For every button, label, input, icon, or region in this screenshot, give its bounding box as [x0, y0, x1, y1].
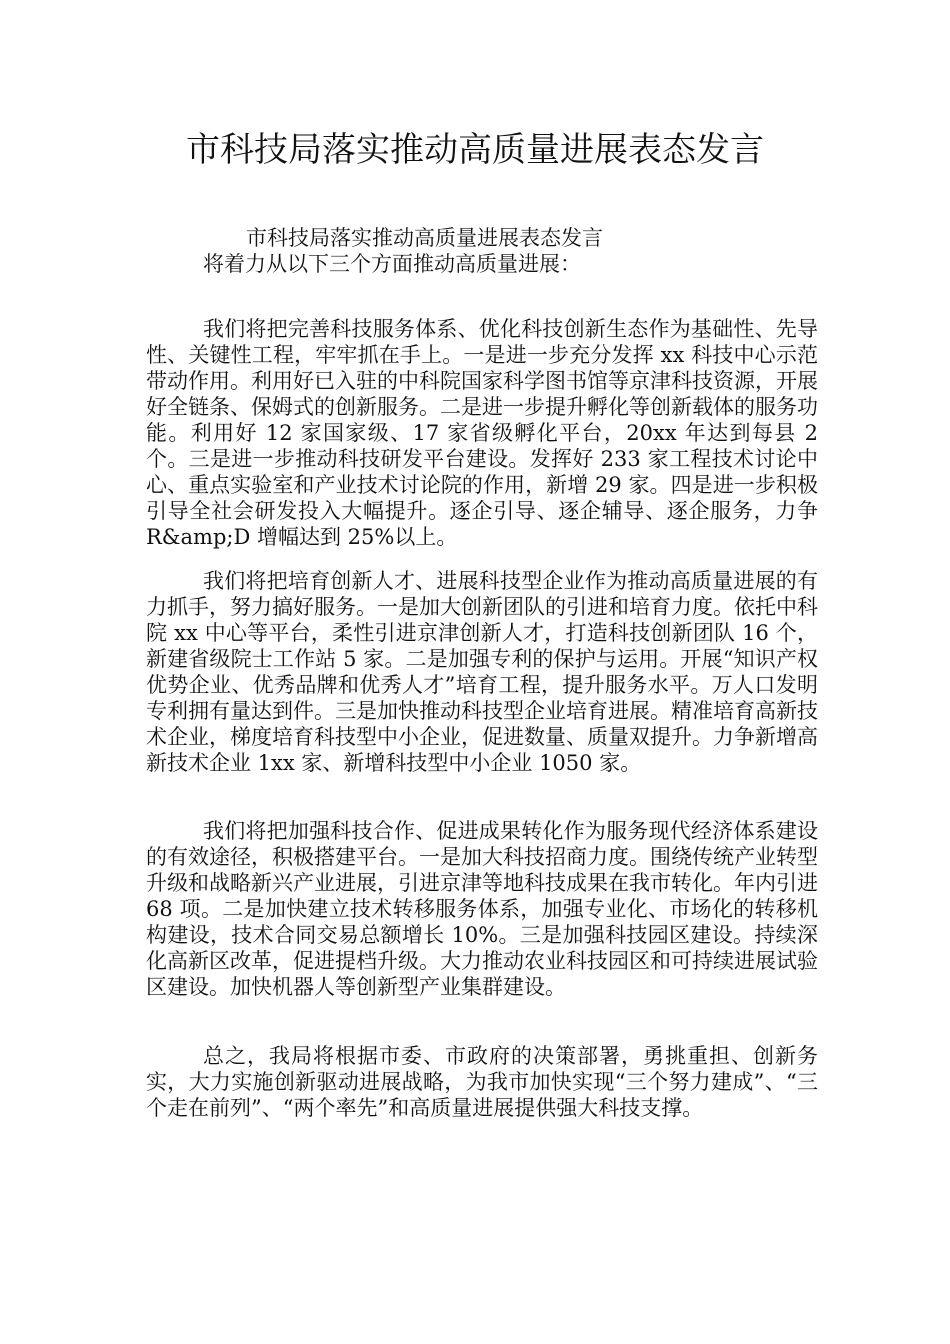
intro-line: 将着力从以下三个方面推动高质量进展：: [203, 252, 581, 276]
document-subheading: 市科技局落实推动高质量进展表态发言: [246, 226, 603, 250]
body-paragraph-1: 我们将把完善科技服务体系、优化科技创新生态作为基础性、先导性、关键性工程，牢牢抓在手上。一是进一步充分发挥 xx 科技中心示范带动作用。利用好已入驻的中科院国家科学图书馆等京津科技资源，开展好全链条、保姆式的创新服务。二是进一步提升孵化等创新载体的服务功能。利用好 12 家国家级、17 家省级孵化平台，20xx 年达到每县 2 个。三是进一步推动科技研发平台建设。发挥好 233 家工程技术讨论中心、重点实验室和产业技术讨论院的作用，新增 29 家。四是进一步积极引导全社会研发投入大幅提升。逐企引导、逐企辅导、逐企服务，力争 R&amp;D 增幅达到 25%以上。: [146, 317, 818, 549]
body-paragraph-3: 我们将把加强科技合作、促进成果转化作为服务现代经济体系建设的有效途径，积极搭建平台。一是加大科技招商力度。围绕传统产业转型升级和战略新兴产业进展，引进京津等地科技成果在我市转化。年内引进 68 项。二是加快建立技术转移服务体系，加强专业化、市场化的转移机构建设，技术合同交易总额增长 10%。三是加强科技园区建设。持续深化高新区改革，促进提档升级。大力推动农业科技园区和可持续进展试验区建设。加快机器人等创新型产业集群建设。: [146, 819, 818, 999]
body-paragraph-2: 我们将把培育创新人才、进展科技型企业作为推动高质量进展的有力抓手，努力搞好服务。一是加大创新团队的引进和培育力度。依托中科院 xx 中心等平台，柔性引进京津创新人才，打造科技创新团队 16 个，新建省级院士工作站 5 家。二是加强专利的保护与运用。开展“知识产权优势企业、优秀品牌和优秀人才”培育工程，提升服务水平。万人口发明专利拥有量达到件。三是加快推动科技型企业培育进展。精准培育高新技术企业，梯度培育科技型中小企业，促进数量、质量双提升。力争新增高新技术企业 1xx 家、新增科技型中小企业 1050 家。: [146, 569, 818, 775]
body-paragraph-4: 总之，我局将根据市委、市政府的决策部署，勇挑重担、创新务实，大力实施创新驱动进展战略，为我市加快实现“三个努力建成”、“三个走在前列”、“两个率先”和高质量进展提供强大科技支撑。: [146, 1044, 818, 1120]
page-title: 市科技局落实推动高质量进展表态发言: [186, 130, 764, 170]
